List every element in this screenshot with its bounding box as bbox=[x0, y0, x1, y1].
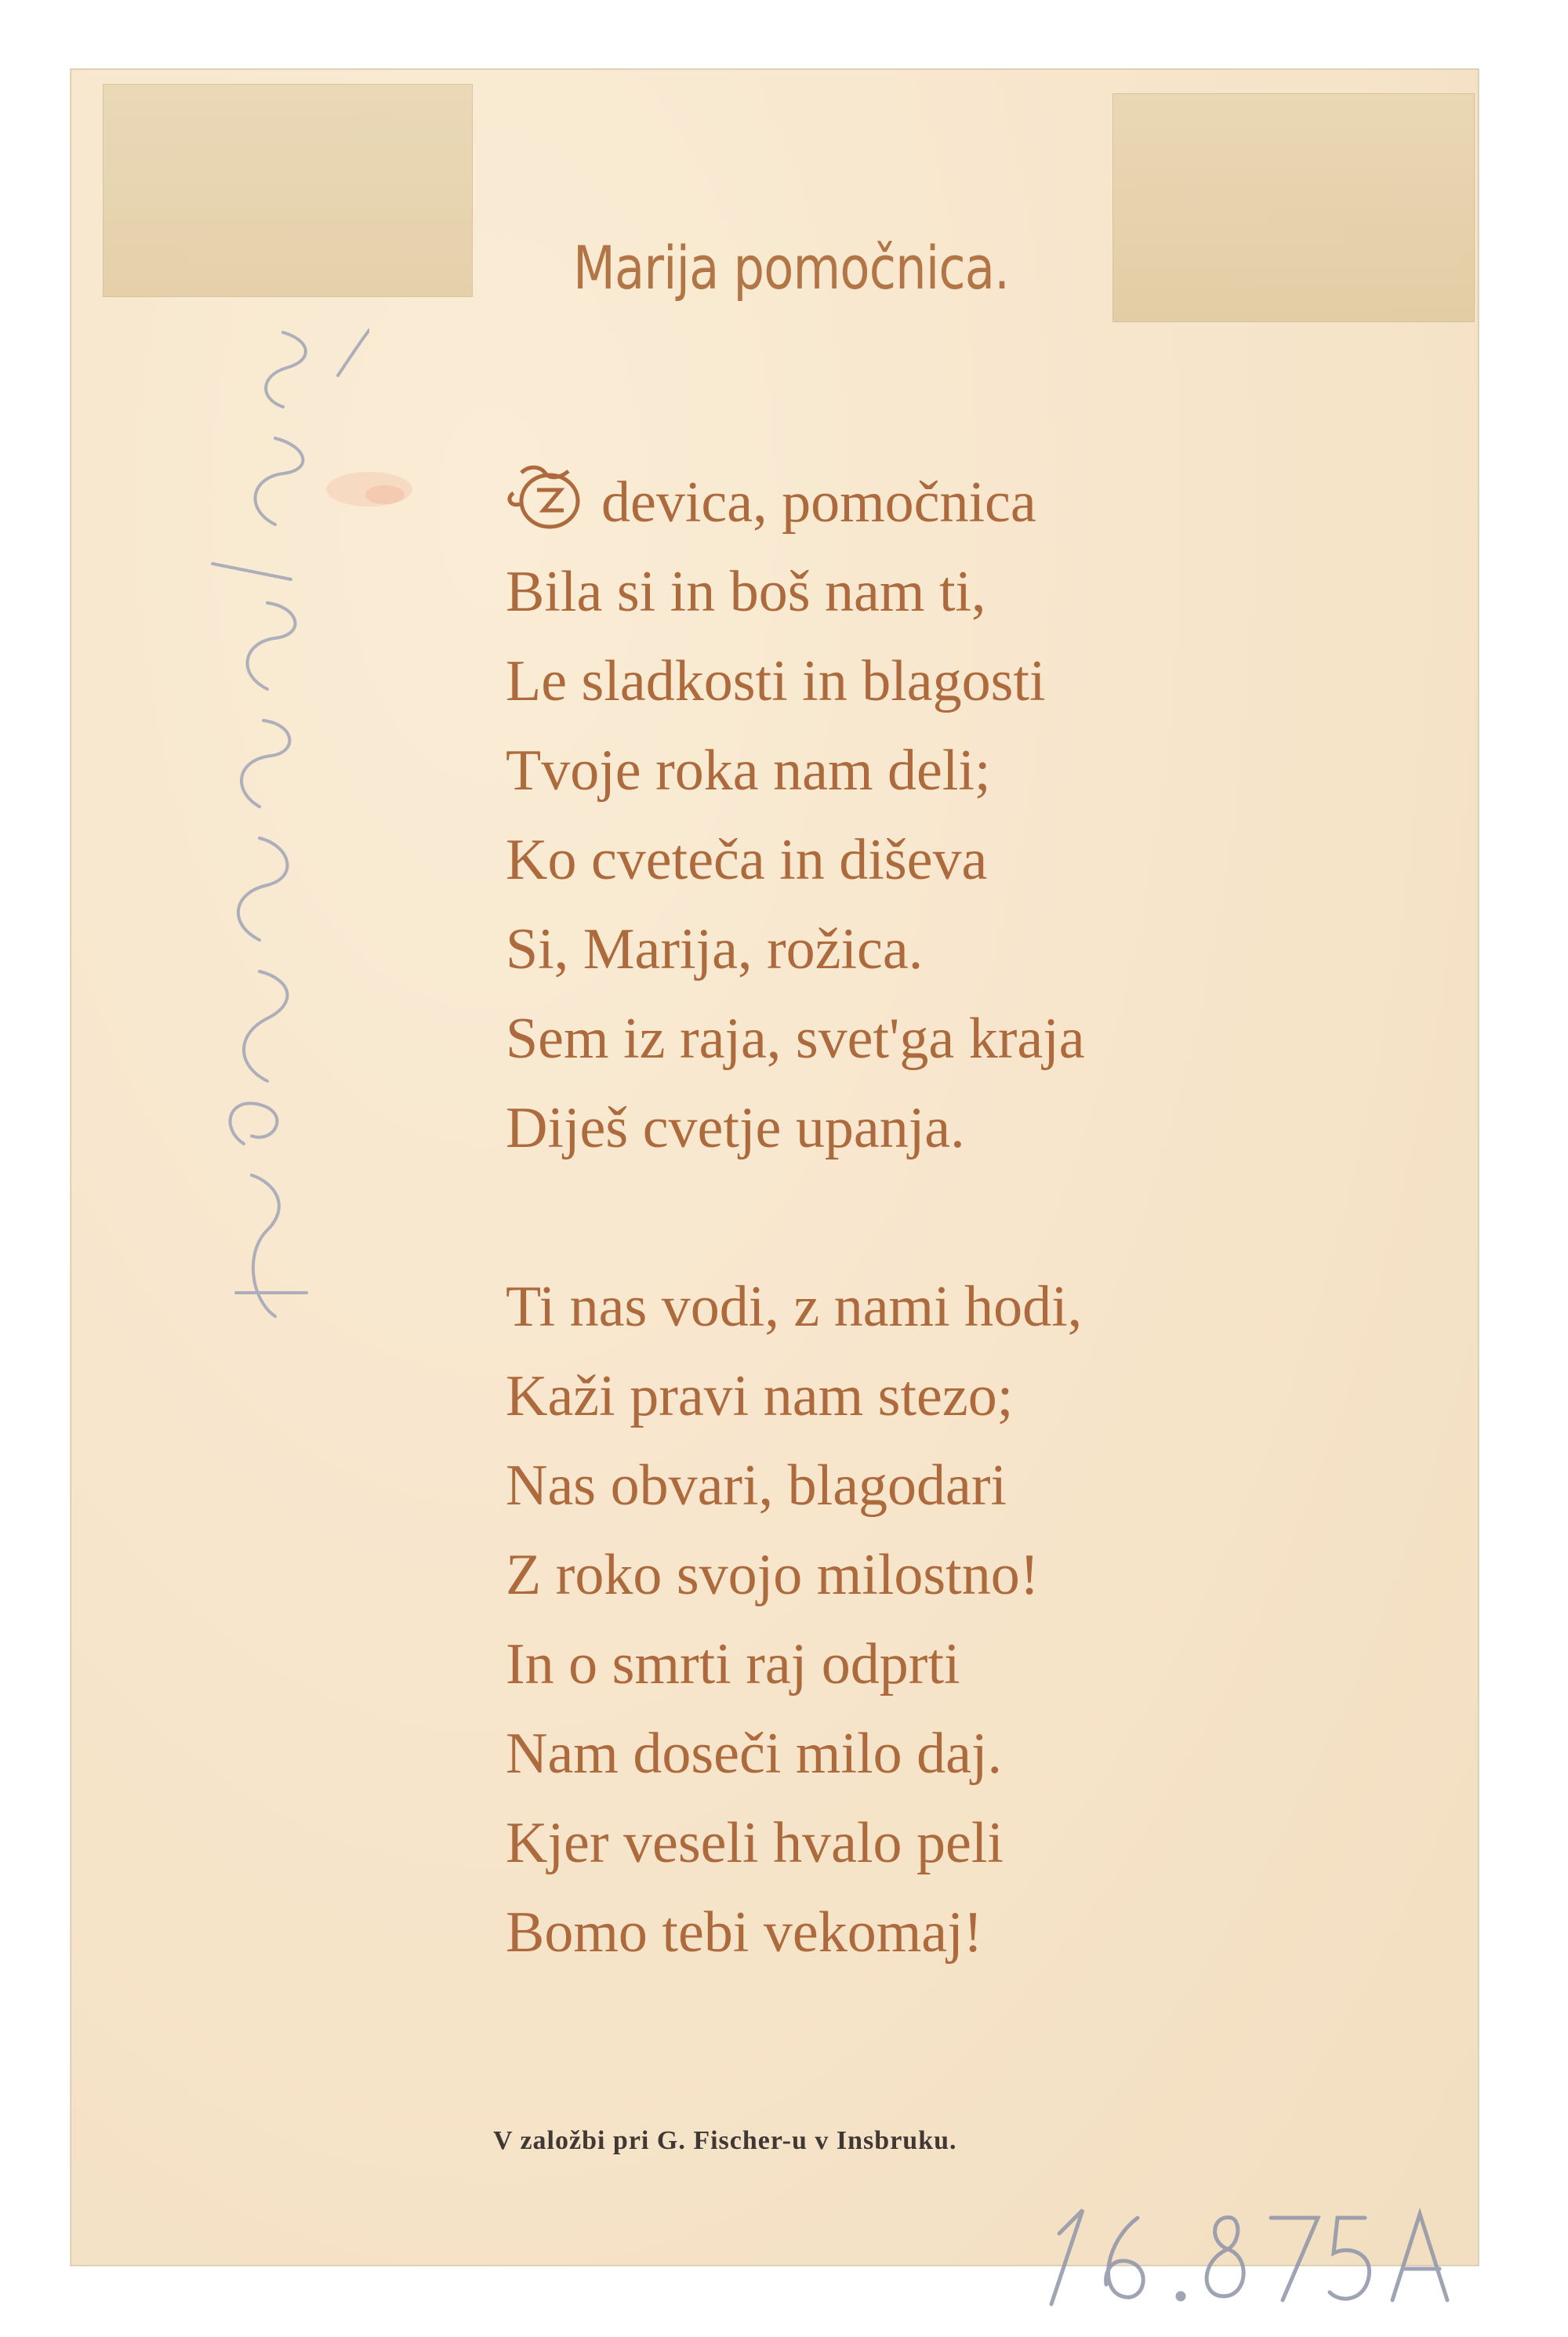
stanza-one-line-1: devica, pomočnica bbox=[601, 470, 1036, 535]
poem-title: Marija pomočnica. bbox=[573, 233, 1010, 303]
stanza-line: Kaži pravi nam stezo; bbox=[506, 1364, 1014, 1428]
adhesive-tape-right bbox=[1112, 93, 1475, 322]
stanza-line: Bila si in boš nam ti, bbox=[506, 560, 986, 624]
stanza-line: Ti nas vodi, z nami hodi, bbox=[506, 1275, 1083, 1339]
stanza-one bbox=[506, 458, 1085, 1173]
stanza-line: Sem iz raja, svet'ga kraja bbox=[506, 1007, 1085, 1071]
inventory-number bbox=[1036, 2186, 1475, 2328]
stanza-line: Kjer veseli hvalo peli bbox=[506, 1811, 1004, 1875]
stanza-line bbox=[506, 458, 1085, 547]
handwritten-note bbox=[158, 328, 369, 1410]
stanza-line: Z roko svojo milostno! bbox=[506, 1543, 1040, 1607]
stanza-line: Diješ cvetje upanja. bbox=[506, 1096, 965, 1160]
stanza-line: Ko cveteča in diševa bbox=[506, 828, 988, 892]
holy-card-back bbox=[71, 69, 1479, 2266]
stanza-two bbox=[506, 1262, 1082, 1977]
publisher-imprint: V založbi pri G. Fischer-u v Insbruku. bbox=[493, 2126, 957, 2155]
adhesive-tape-left bbox=[103, 84, 473, 297]
stanza-line: Nam doseči milo daj. bbox=[506, 1722, 1002, 1786]
stanza-line: Si, Marija, rožica. bbox=[506, 917, 924, 982]
stanza-line: Le sladkosti in blagosti bbox=[506, 649, 1046, 713]
stanza-line: Tvoje roka nam deli; bbox=[506, 738, 991, 803]
stanza-line: In o smrti raj odprti bbox=[506, 1632, 960, 1697]
stanza-line: Bomo tebi vekomaj! bbox=[506, 1900, 983, 1965]
decorative-initial-o-icon bbox=[506, 462, 587, 532]
stanza-line: Nas obvari, blagodari bbox=[506, 1453, 1007, 1518]
